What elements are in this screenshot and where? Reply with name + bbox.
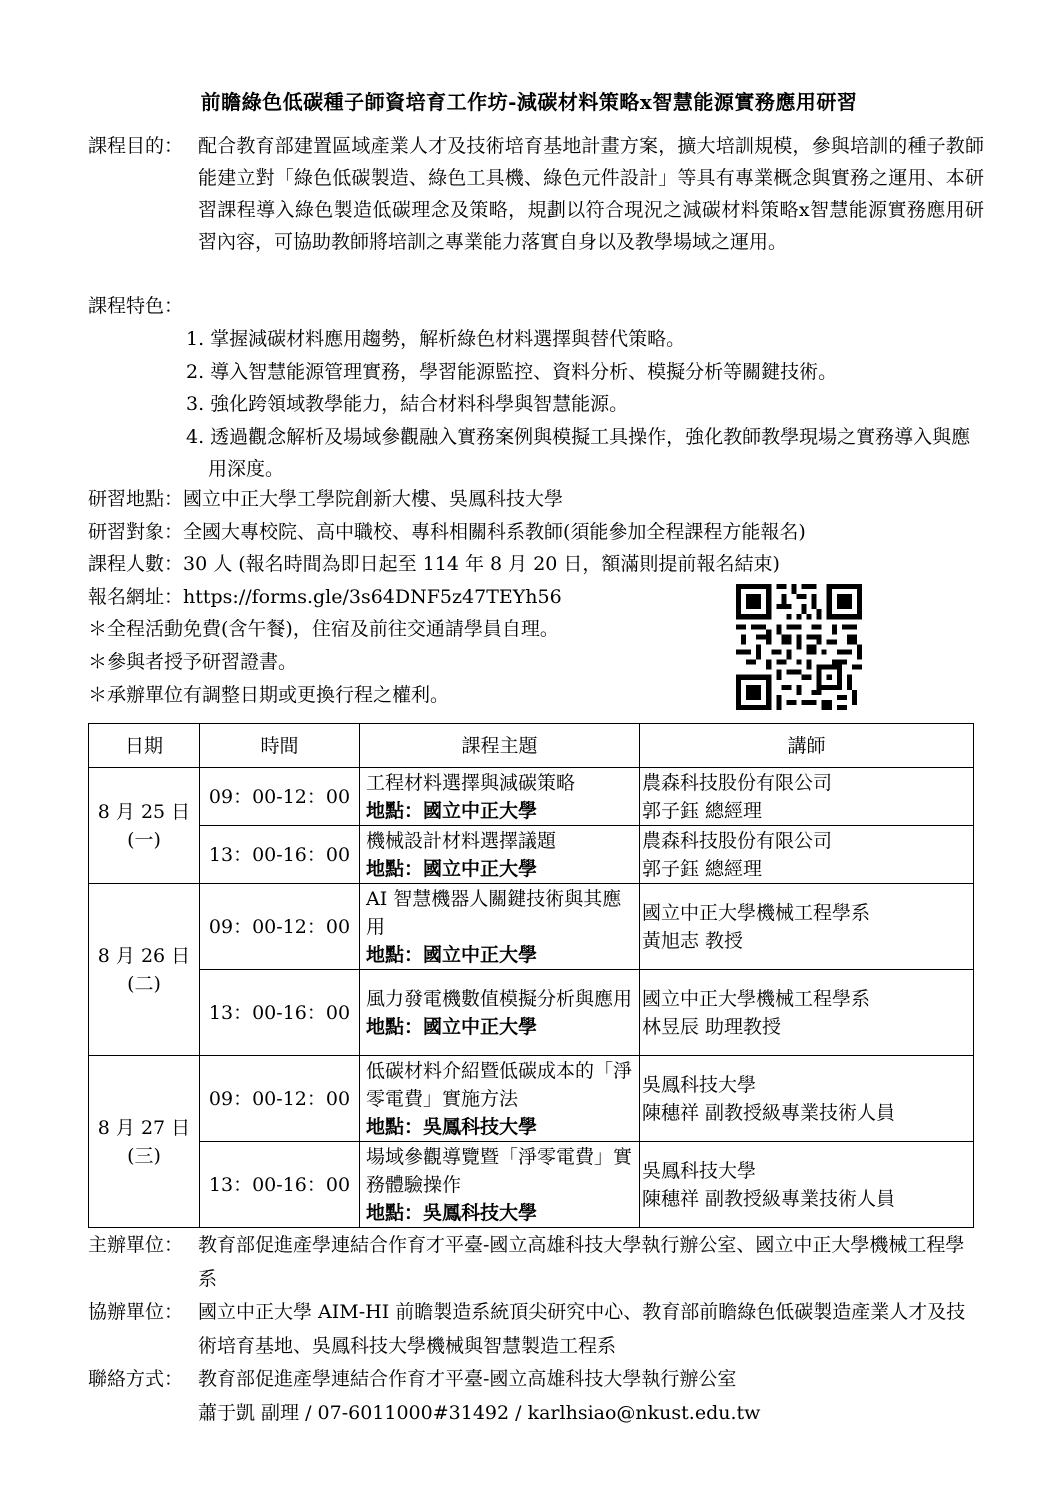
contact-org: 教育部促進產學連結合作育才平臺-國立高雄科技大學執行辦公室: [198, 1368, 737, 1390]
course-features-label: 課程特色：: [88, 295, 184, 317]
date-text: 8 月 25 日: [97, 800, 191, 823]
topic-text: AI 智慧機器人關鍵技術與其應用: [366, 887, 622, 938]
weekday-text: (三): [127, 1144, 161, 1167]
location-text: 地點：吳鳳科技大學: [366, 1115, 538, 1138]
date-text: 8 月 27 日: [97, 1116, 191, 1139]
contact-row: [88, 1363, 988, 1430]
info-note-rights: ＊承辦單位有調整日期或更換行程之權利。: [88, 683, 450, 706]
course-features-list: [186, 323, 986, 486]
instructor-cell: [640, 1142, 974, 1228]
topic-text: 機械設計材料選擇議題: [366, 829, 557, 852]
topic-text: 工程材料選擇與減碳策略: [366, 771, 576, 794]
instructor-org: 農森科技股份有限公司: [642, 771, 833, 794]
table-row: [89, 1056, 974, 1142]
table-row: [89, 826, 974, 884]
time-cell: 09：00-12：00: [200, 884, 360, 970]
date-cell: [89, 884, 200, 1056]
instructor-name: 黃旭志 教授: [642, 929, 744, 952]
location-text: 地點：國立中正大學: [366, 857, 538, 880]
table-row: [89, 970, 974, 1056]
topic-text: 場域參觀導覽暨「淨零電費」實務體驗操作: [366, 1145, 633, 1196]
instructor-name: 郭子鈺 總經理: [642, 799, 763, 822]
qr-code-icon[interactable]: [736, 584, 862, 710]
instructor-org: 吳鳳科技大學: [642, 1159, 757, 1182]
date-cell: [89, 1056, 200, 1228]
host-text: 教育部促進產學連結合作育才平臺-國立高雄科技大學執行辦公室、國立中正大學機械工程學系: [198, 1234, 965, 1290]
page-title: 前瞻綠色低碳種子師資培育工作坊-減碳材料策略x智慧能源實務應用研習: [200, 90, 858, 114]
feature-item: 3. 強化跨領域教學能力，結合材料科學與智慧能源。: [186, 393, 629, 415]
info-count: 課程人數：30 人 (報名時間為即日起至 114 年 8 月 20 日，額滿則提前報名結束): [88, 553, 780, 576]
header-instructor: 講師: [640, 724, 974, 768]
time-cell: 13：00-16：00: [200, 826, 360, 884]
topic-cell: [360, 884, 640, 970]
contact-label: 聯絡方式：: [88, 1368, 184, 1390]
info-registration-url[interactable]: 報名網址：https://forms.gle/3s64DNF5z47TEYh56: [88, 585, 562, 608]
table-row: [89, 1142, 974, 1228]
instructor-name: 陳穗祥 副教授級專業技術人員: [642, 1101, 896, 1124]
info-target: 研習對象：全國大專校院、高中職校、專科相關科系教師(須能參加全程課程方能報名): [88, 520, 806, 543]
contact-person[interactable]: 蕭于凱 副理 / 07-6011000#31492 / karlhsiao@nkust.edu.tw: [198, 1401, 761, 1424]
instructor-cell: [640, 826, 974, 884]
instructor-org: 農森科技股份有限公司: [642, 829, 833, 852]
topic-cell: [360, 970, 640, 1056]
location-text: 地點：國立中正大學: [366, 799, 538, 822]
date-cell: [89, 768, 200, 884]
co-host-text: 國立中正大學 AIM-HI 前瞻製造系統頂尖研究中心、教育部前瞻綠色低碳製造產業人才及技術培育基地、吳鳳科技大學機械與智慧製造工程系: [198, 1301, 966, 1357]
info-location: 研習地點：國立中正大學工學院創新大樓、吳鳳科技大學: [88, 488, 564, 510]
instructor-cell: [640, 970, 974, 1056]
table-header-row: [89, 724, 974, 768]
time-cell: 09：00-12：00: [200, 1056, 360, 1142]
location-text: 地點：國立中正大學: [366, 1015, 538, 1038]
topic-cell: [360, 826, 640, 884]
instructor-name: 郭子鈺 總經理: [642, 857, 763, 880]
date-text: 8 月 26 日: [97, 944, 191, 967]
instructor-cell: [640, 1056, 974, 1142]
instructor-org: 國立中正大學機械工程學系: [642, 987, 871, 1010]
time-cell: 13：00-16：00: [200, 970, 360, 1056]
location-text: 地點：吳鳳科技大學: [366, 1201, 538, 1224]
weekday-text: (二): [127, 972, 161, 995]
topic-cell: [360, 1142, 640, 1228]
instructor-name: 林昱辰 助理教授: [642, 1015, 782, 1038]
time-cell: 13：00-16：00: [200, 1142, 360, 1228]
header-date: 日期: [89, 724, 200, 768]
host-row: [88, 1229, 988, 1296]
co-host-row: [88, 1296, 988, 1363]
info-section: [88, 483, 806, 711]
host-label: 主辦單位：: [88, 1234, 184, 1256]
header-time: 時間: [200, 724, 360, 768]
co-host-label: 協辦單位：: [88, 1301, 184, 1323]
schedule-table: [88, 723, 974, 1228]
header-topic: 課程主題: [360, 724, 640, 768]
info-note-certificate: ＊參與者授予研習證書。: [88, 650, 298, 673]
instructor-org: 國立中正大學機械工程學系: [642, 901, 871, 924]
course-purpose-text: 配合教育部建置區域產業人才及技術培育基地計畫方案，擴大培訓規模，參與培訓的種子教師能建立對「綠色低碳製造、綠色工具機、綠色元件設計」等具有專業概念與實務之運用、本研習課程導入綠色製造低碳理念及策略，規劃以符合現況之減碳材料策略x智慧能源實務應用研習內容，可協助教師將培訓之專業能力落實自身以及教學場域之運用。: [198, 135, 984, 253]
instructor-cell: [640, 884, 974, 970]
feature-item: 1. 掌握減碳材料應用趨勢，解析綠色材料選擇與替代策略。: [186, 328, 686, 350]
instructor-name: 陳穗祥 副教授級專業技術人員: [642, 1187, 896, 1210]
topic-text: 低碳材料介紹暨低碳成本的「淨零電費」實施方法: [366, 1059, 633, 1110]
course-purpose-label: 課程目的：: [88, 135, 184, 157]
topic-text: 風力發電機數值模擬分析與應用: [366, 987, 633, 1010]
table-row: [89, 768, 974, 826]
location-text: 地點：國立中正大學: [366, 943, 538, 966]
course-purpose: [88, 130, 988, 295]
weekday-text: (一): [127, 828, 161, 851]
feature-item: 4. 透過觀念解析及場域參觀融入實務案例與模擬工具操作，強化教師教學現場之實務導入與應用深度。: [186, 425, 971, 480]
table-row: [89, 884, 974, 970]
topic-cell: [360, 1056, 640, 1142]
info-note-free: ＊全程活動免費(含午餐)，住宿及前往交通請學員自理。: [88, 618, 559, 641]
time-cell: 09：00-12：00: [200, 768, 360, 826]
topic-cell: [360, 768, 640, 826]
instructor-cell: [640, 768, 974, 826]
instructor-org: 吳鳳科技大學: [642, 1073, 757, 1096]
footer-section: [88, 1229, 988, 1430]
feature-item: 2. 導入智慧能源管理實務，學習能源監控、資料分析、模擬分析等關鍵技術。: [186, 360, 838, 383]
